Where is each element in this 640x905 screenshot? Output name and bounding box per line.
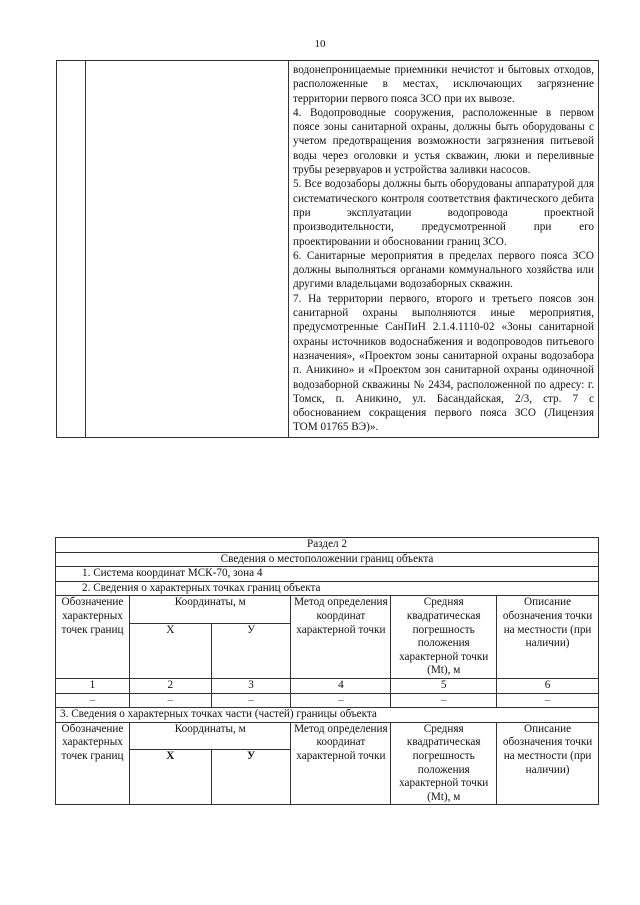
paragraph-5: 5. Все водозаборы должны быть оборудованы аппаратурой для систематического контроля соответствия фактического дебита при эксплуатации водопровода проектной производительности, предусмотренной при его проектировании и обосновании границ ЗСО.: [293, 178, 594, 248]
column-number: 6: [497, 678, 599, 693]
table-row: [56, 693, 599, 708]
column-number: 2: [129, 678, 211, 693]
table-row: [56, 538, 599, 553]
header-coords: Координаты, м: [129, 596, 291, 624]
coordinate-system: 1. Система координат МСК-70, зона 4: [56, 567, 599, 582]
header-designation: Обозначение характерных точек границ: [56, 596, 130, 679]
table-cell-empty: [86, 61, 289, 438]
paragraph-4: 4. Водопроводные сооружения, расположенные в первом поясе зоны санитарной охраны, должны быть оборудованы с учетом предотвращения возможности загрязнения питьевой воды через оголовки и устья скважин, люки и переливные трубы резервуаров и устройства заливки насосов.: [293, 106, 594, 177]
table-row: [56, 581, 599, 596]
column-number-row: [56, 678, 599, 693]
continuation-table: [56, 60, 599, 438]
table-cell: –: [211, 693, 291, 708]
header-method: Метод определения координат характерной точки: [291, 596, 391, 679]
header-x: Х: [129, 623, 211, 678]
paragraph-7: 7. На территории первого, второго и третьего поясов зон санитарной охраны выполняются иные мероприятия, предусмотренные СанПиН 2.1.4.1110-02 «Зоны санитарной охраны источников водоснабжения и водопроводов питьевого назначения», «Проектом зоны санитарной охраны водозабора п. Аникино» и «Проектом зон санитарной охраны одиночной водозаборной скважины № 2434, расположенной по адресу: г. Томск, п. Аникино, ул. Басандайская, 2/3, стр. 7 с обоснованием сокращения первого пояса ЗСО (Лицензия ТОМ 01765 ВЭ)».: [293, 292, 594, 434]
section-title: Раздел 2: [56, 538, 599, 553]
header-coords: Координаты, м: [129, 722, 291, 750]
column-number: 3: [211, 678, 291, 693]
header-accuracy: Средняя квадратическая погрешность положения характерной точки (Mt), м: [391, 596, 497, 679]
header-method: Метод определения координат характерной точки: [291, 722, 391, 805]
paragraph-continuation: водонепроницаемые приемники нечистот и бытовых отходов, расположенные в местах, исключающих загрязнение территории первого пояса ЗСО при их вывозе.: [293, 64, 594, 105]
page-number: 10: [314, 38, 326, 50]
table-cell: –: [391, 693, 497, 708]
header-y: У: [211, 623, 291, 678]
parts-heading: 3. Сведения о характерных точках части (частей) границы объекта: [56, 708, 599, 723]
table-row: [57, 61, 599, 438]
measures-text-cell: [289, 61, 599, 438]
column-number: 5: [391, 678, 497, 693]
column-number: 4: [291, 678, 391, 693]
header-description: Описание обозначения точки на местности (при наличии): [497, 596, 599, 679]
column-number: 1: [56, 678, 130, 693]
table-header-row: [56, 596, 599, 624]
header-y: У: [211, 750, 291, 805]
header-accuracy: Средняя квадратическая погрешность положения характерной точки (Mt), м: [391, 722, 497, 805]
paragraph-6: 6. Санитарные мероприятия в пределах первого пояса ЗСО должны выполняться органами коммунального хозяйства или другими владельцами водозаборных скважин.: [293, 249, 594, 291]
table-row: [56, 567, 599, 582]
table-cell: –: [56, 693, 130, 708]
header-designation: Обозначение характерных точек границ: [56, 722, 130, 805]
table-cell: –: [129, 693, 211, 708]
table-cell: –: [291, 693, 391, 708]
section-subtitle: Сведения о местоположении границ объекта: [56, 552, 599, 567]
table-cell: –: [497, 693, 599, 708]
points-heading: 2. Сведения о характерных точках границ объекта: [56, 581, 599, 596]
header-description: Описание обозначения точки на местности (при наличии): [497, 722, 599, 805]
table-header-row: [56, 722, 599, 750]
table-cell-empty: [57, 61, 86, 438]
table-row: [56, 552, 599, 567]
section-2-table: [55, 537, 599, 805]
header-x: Х: [129, 750, 211, 805]
table-row: [56, 708, 599, 723]
